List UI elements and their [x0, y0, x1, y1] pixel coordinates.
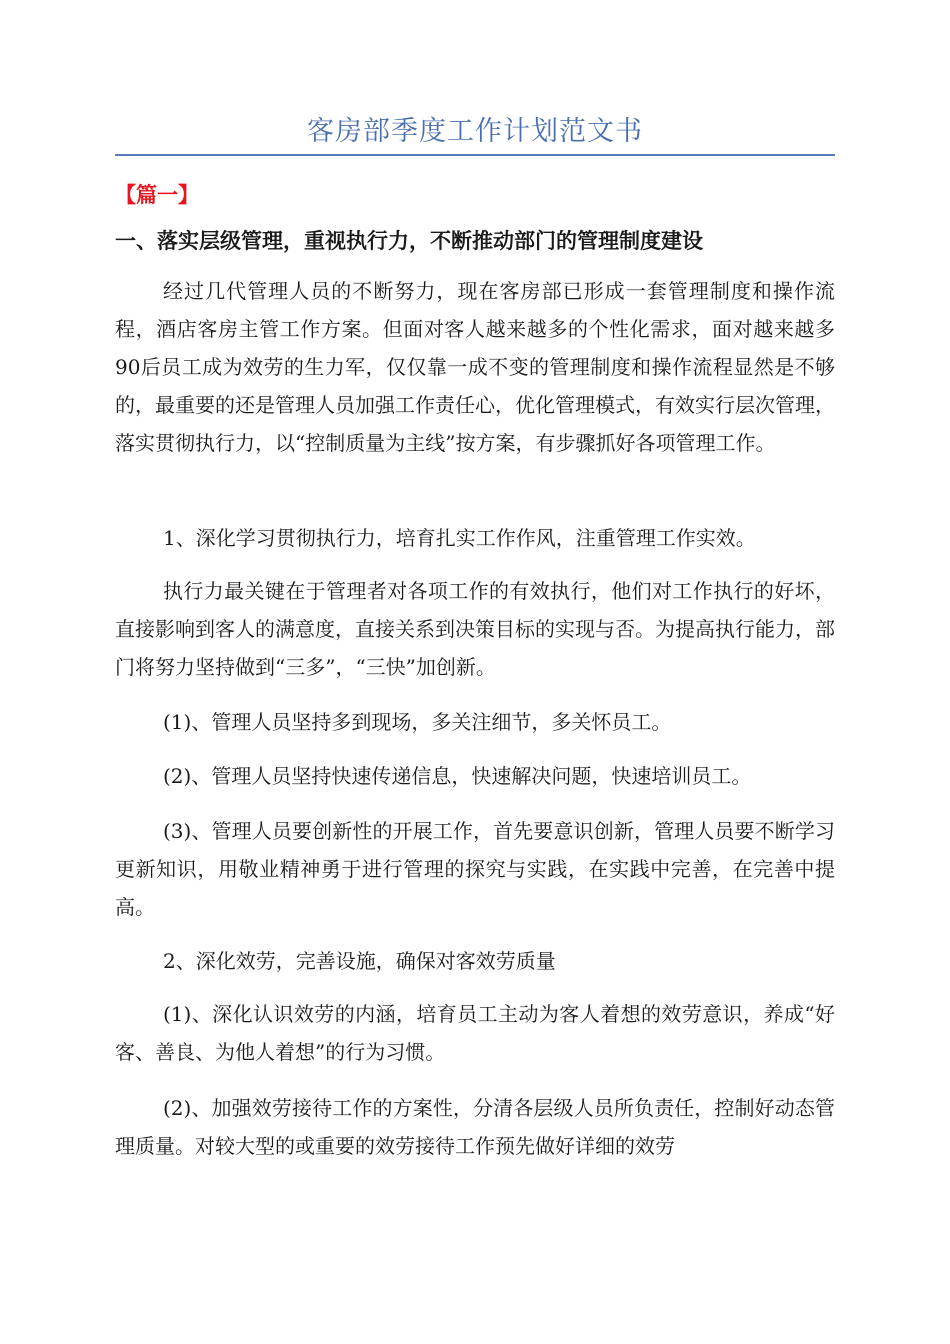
section-heading: 一、落实层级管理，重视执行力，不断推动部门的管理制度建设: [115, 229, 703, 253]
paragraph-1: 经过几代管理人员的不断努力，现在客房部已形成一套管理制度和操作流程，酒店客房主管工作方案。但面对客人越来越多的个性化需求，面对越来越多90后员工成为效劳的生力军，仅仅靠一成不变的管理制度和操作流程显然是不够的，最重要的还是管理人员加强工作责任心，优化管理模式，有效实行层次管理，落实贯彻执行力，以“控制质量为主线”按方案，有步骤抓好各项管理工作。: [115, 279, 835, 455]
paragraph-3: 执行力最关键在于管理者对各项工作的有效执行，他们对工作执行的好坏，直接影响到客人的满意度，直接关系到决策目标的实现与否。为提高执行能力，部门将努力坚持做到“三多”，“三快”加创新。: [115, 579, 835, 679]
paragraph-6: (3)、管理人员要创新性的开展工作，首先要意识创新，管理人员要不断学习更新知识，用敬业精神勇于进行管理的探究与实践，在实践中完善，在完善中提高。: [115, 819, 835, 919]
paragraph-4: (1)、管理人员坚持多到现场，多关注细节，多关怀员工。: [163, 710, 672, 734]
part-label: 【篇一】: [115, 183, 199, 207]
paragraph-9: (2)、加强效劳接待工作的方案性，分清各层级人员所负责任，控制好动态管理质量。对较大型的或重要的效劳接待工作预先做好详细的效劳: [115, 1096, 835, 1158]
paragraph-2: 1、深化学习贯彻执行力，培育扎实工作作风，注重管理工作实效。: [163, 526, 756, 550]
paragraph-5: (2)、管理人员坚持快速传递信息，快速解决问题，快速培训员工。: [163, 764, 752, 788]
paragraph-8: (1)、深化认识效劳的内涵，培育员工主动为客人着想的效劳意识，养成“好客、善良、为他人着想”的行为习惯。: [115, 1002, 835, 1064]
title-underline: [115, 154, 835, 156]
paragraph-7: 2、深化效劳，完善设施，确保对客效劳质量: [163, 949, 556, 973]
document-title: 客房部季度工作计划范文书: [307, 116, 643, 147]
